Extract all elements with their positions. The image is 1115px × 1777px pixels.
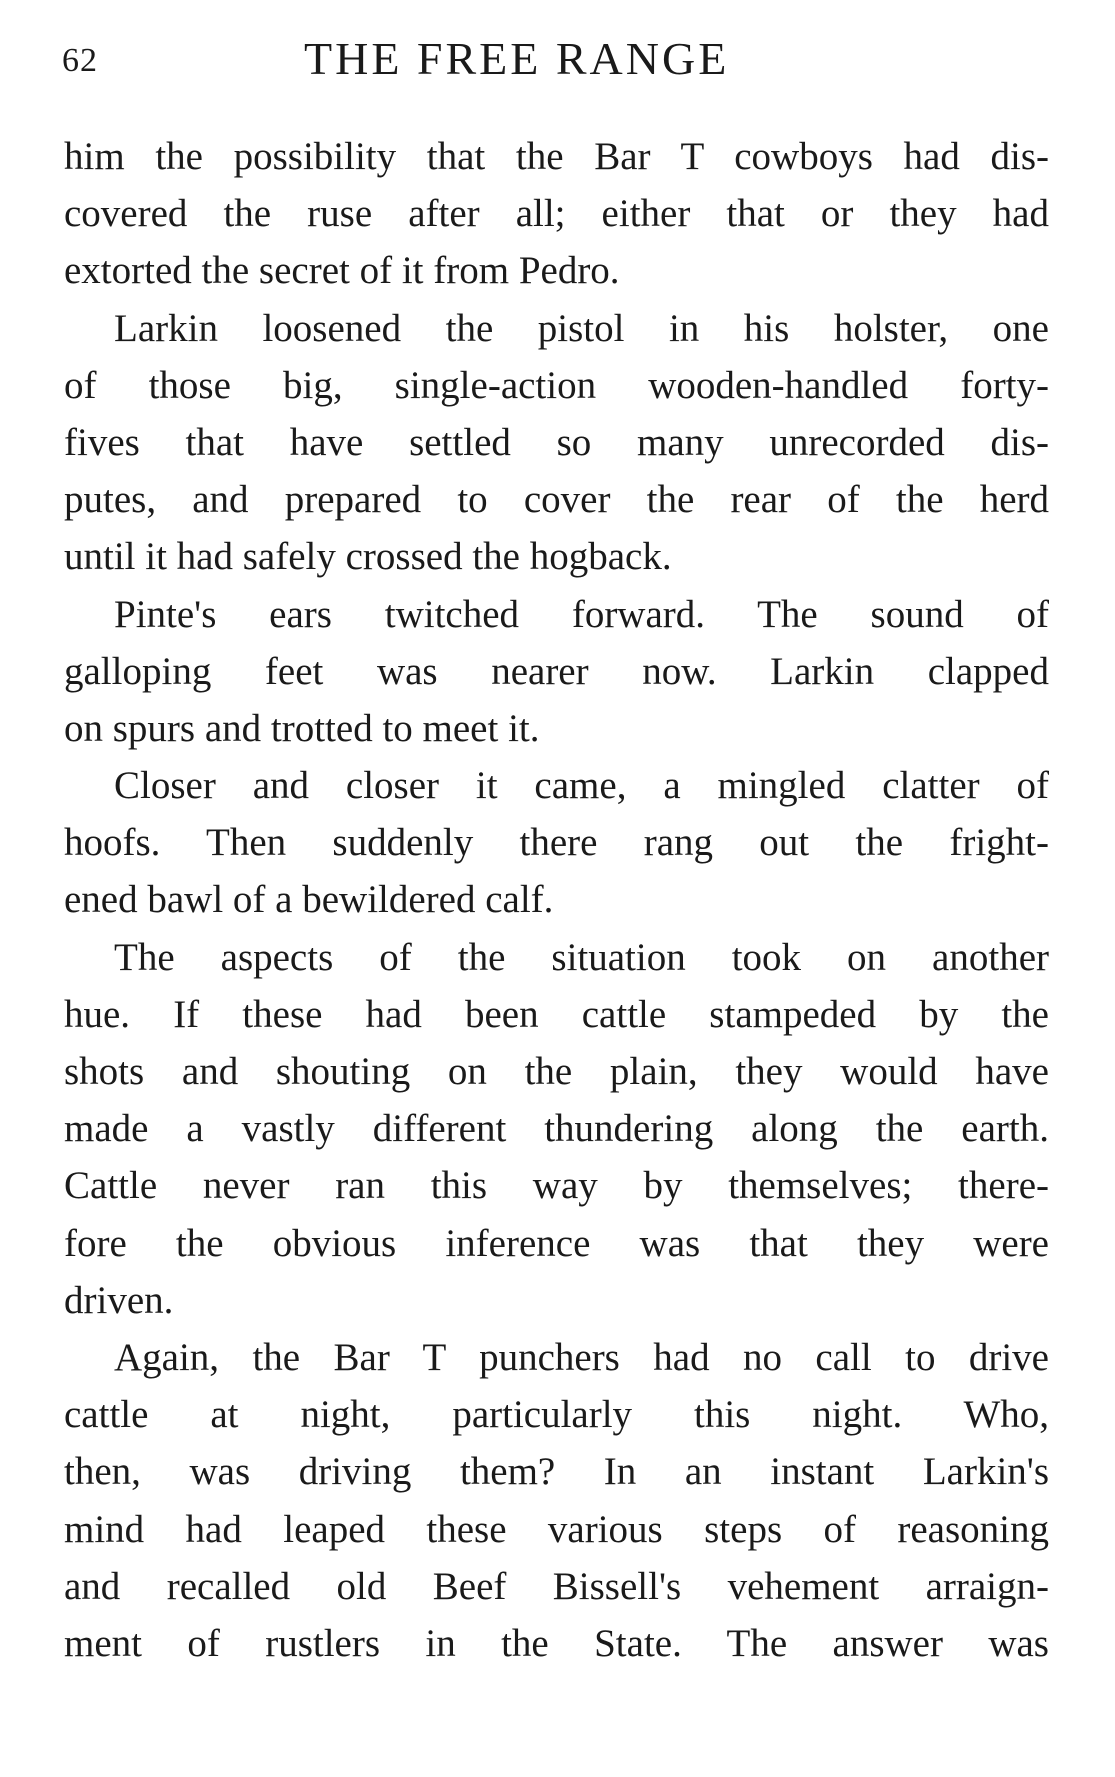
body-text xyxy=(64,128,1049,1672)
text-line: on spurs and trotted to meet it. xyxy=(64,706,540,750)
text-line: and recalled old Beef Bissell's vehement arraign- xyxy=(64,1564,1049,1608)
text-line: cattle at night, particularly this night. Who, xyxy=(64,1393,1049,1437)
text-line: shots and shouting on the plain, they would have xyxy=(64,1050,1049,1093)
text-line: extorted the secret of it from Pedro. xyxy=(64,249,620,293)
text-line: fives that have settled so many unrecorded dis- xyxy=(64,420,1049,464)
text-line: until it had safely crossed the hogback. xyxy=(64,535,672,579)
text-line: then, was driving them? In an instant Larkin's xyxy=(64,1450,1049,1494)
text-line: of those big, single-action wooden-handled forty- xyxy=(64,363,1049,407)
text-line: made a vastly different thundering along the earth. xyxy=(64,1107,1049,1151)
page-number: 62 xyxy=(62,42,98,79)
text-line: Cattle never ran this way by themselves; there- xyxy=(64,1164,1049,1208)
text-line: Pinte's ears twitched forward. The sound of xyxy=(114,592,1049,636)
text-line: ened bawl of a bewildered calf. xyxy=(64,878,554,922)
text-line: Larkin loosened the pistol in his holster, one xyxy=(114,306,1049,350)
text-line: fore the obvious inference was that they were xyxy=(64,1221,1049,1265)
page-header xyxy=(62,32,1047,92)
text-line: hoofs. Then suddenly there rang out the fright- xyxy=(64,821,1049,865)
text-line: driven. xyxy=(64,1278,174,1322)
text-line: Closer and closer it came, a mingled clatter of xyxy=(114,764,1049,808)
text-line: mind had leaped these various steps of reasoning xyxy=(64,1507,1049,1551)
text-line: hue. If these had been cattle stampeded by the xyxy=(64,992,1049,1036)
text-line: galloping feet was nearer now. Larkin clapped xyxy=(64,649,1049,693)
running-title: THE FREE RANGE xyxy=(304,33,730,84)
text-line: him the possibility that the Bar T cowboys had dis- xyxy=(64,135,1049,178)
text-line: ment of rustlers in the State. The answer was xyxy=(64,1621,1049,1665)
text-line: putes, and prepared to cover the rear of the herd xyxy=(64,478,1049,522)
text-line: The aspects of the situation took on another xyxy=(114,935,1049,979)
text-line: Again, the Bar T punchers had no call to drive xyxy=(114,1335,1049,1379)
text-line: covered the ruse after all; either that or they had xyxy=(64,192,1049,236)
